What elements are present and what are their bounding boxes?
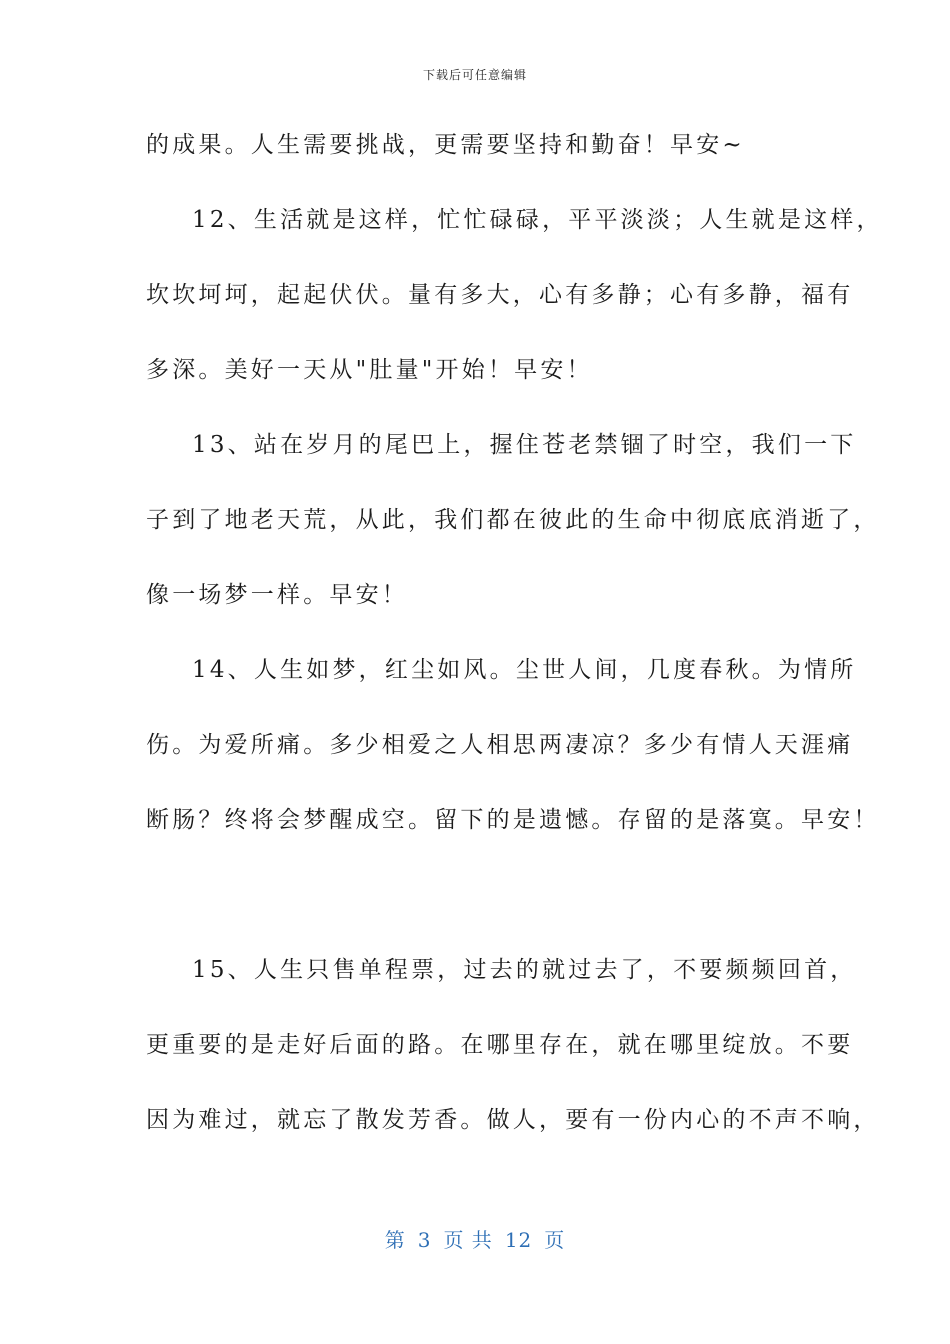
text-line: 断肠？终将会梦醒成空。留下的是遗憾。存留的是落寞。早安！ — [146, 807, 880, 833]
text-line: 13、站在岁月的尾巴上，握住苍老禁锢了时空，我们一下 — [192, 432, 857, 458]
text-line: 的成果。人生需要挑战，更需要坚持和勤奋！早安~ — [146, 132, 745, 158]
document-body — [146, 120, 883, 1170]
text-line: 像一场梦一样。早安！ — [146, 582, 408, 608]
total-pages-number: 12 — [504, 1228, 533, 1252]
footer-suffix: 页 — [544, 1228, 566, 1252]
text-line: 15、人生只售单程票，过去的就过去了，不要频频回首， — [192, 957, 857, 983]
text-line: 伤。为爱所痛。多少相爱之人相思两凄凉？多少有情人天涯痛 — [146, 732, 854, 758]
current-page-number: 3 — [417, 1228, 432, 1252]
text-line: 子到了地老天荒，从此，我们都在彼此的生命中彻底底消逝了， — [146, 507, 880, 533]
text-line: 12、生活就是这样，忙忙碌碌，平平淡淡；人生就是这样， — [192, 207, 883, 233]
text-line: 更重要的是走好后面的路。在哪里存在，就在哪里绽放。不要 — [146, 1032, 854, 1058]
footer-mid: 页 共 — [443, 1228, 493, 1252]
text-line: 14、人生如梦，红尘如风。尘世人间，几度春秋。为情所 — [192, 657, 857, 683]
footer-prefix: 第 — [384, 1228, 406, 1252]
paragraph-gap — [146, 870, 816, 945]
text-line: 多深。美好一天从"肚量"开始！早安！ — [146, 357, 593, 383]
text-line: 坎坎坷坷，起起伏伏。量有多大，心有多静；心有多静，福有 — [146, 282, 854, 308]
page-footer — [0, 1224, 950, 1253]
page-header-note: 下载后可任意编辑 — [422, 68, 527, 82]
text-line: 因为难过，就忘了散发芳香。做人，要有一份内心的不声不响， — [146, 1107, 880, 1133]
